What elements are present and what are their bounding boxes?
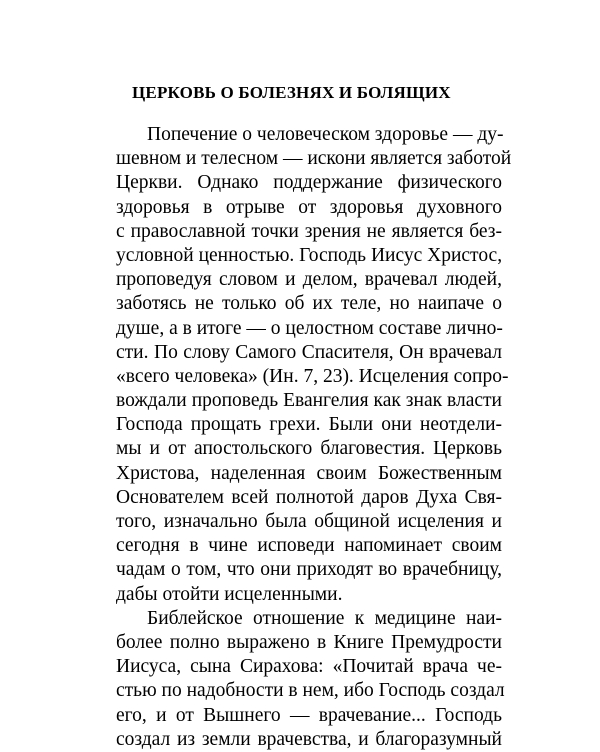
section-heading: ЦЕРКОВЬ О БОЛЕЗНЯХ И БОЛЯЩИХ bbox=[132, 83, 451, 102]
text-line: шевном и телесном — искони является заботой bbox=[116, 148, 512, 170]
text-line: более полно выражено в Книге Премудрости bbox=[116, 631, 502, 653]
text-line: мы и от апостольского благовестия. Церковь bbox=[116, 438, 502, 460]
text-line: с православной точки зрения не является без- bbox=[116, 220, 502, 242]
text-line: вождали проповедь Евангелия как знак власти bbox=[116, 390, 502, 412]
text-line: условной ценностью. Господь Иисус Христос, bbox=[116, 244, 503, 266]
text-line: Попечение о человеческом здоровье — ду- bbox=[147, 124, 504, 145]
text-line: Господа прощать грехи. Были они неотдели- bbox=[116, 414, 502, 436]
text-line: сегодня в чине исповеди напоминает своим bbox=[116, 535, 502, 557]
paragraph bbox=[116, 123, 512, 607]
text-line: заботясь не только об их теле, но наипаче о bbox=[116, 293, 502, 315]
text-line: Иисуса, сына Сирахова: «Почитай врача че- bbox=[116, 656, 502, 678]
text-line: стью по надобности в нем, ибо Господь создал bbox=[116, 680, 505, 702]
text-line: того, изначально была общиной исцеления и bbox=[116, 511, 502, 532]
text-line: Основателем всей полнотой даров Духа Свя- bbox=[116, 486, 502, 508]
text-line: его, и от Вышнего — врачевание... Господь bbox=[116, 704, 502, 726]
text-line: создал из земли врачевства, и благоразумный bbox=[116, 728, 502, 750]
text-line: Библейское отношение к медицине наи- bbox=[147, 607, 502, 629]
text-line: чадам о том, что они приходят во врачебницу, bbox=[116, 559, 502, 581]
text-line: душе, а в итоге — о целостном составе лично- bbox=[116, 317, 503, 339]
text-line: Церкви. Однако поддержание физического bbox=[116, 172, 502, 194]
text-line: здоровья в отрыве от здоровья духовного bbox=[116, 196, 502, 218]
text-line: проповедуя словом и делом, врачевал людей, bbox=[116, 269, 502, 291]
paragraphs bbox=[116, 123, 512, 752]
paragraph bbox=[116, 607, 505, 752]
text-line: «всего человека» (Ин. 7, 23). Исцеления сопро- bbox=[116, 365, 509, 387]
body-text bbox=[116, 123, 512, 752]
text-line: Христова, наделенная своим Божественным bbox=[116, 462, 502, 484]
text-line: сти. По слову Самого Спасителя, Он врачевал bbox=[116, 341, 502, 363]
text-line: дабы отойти исцеленными. bbox=[116, 583, 343, 605]
